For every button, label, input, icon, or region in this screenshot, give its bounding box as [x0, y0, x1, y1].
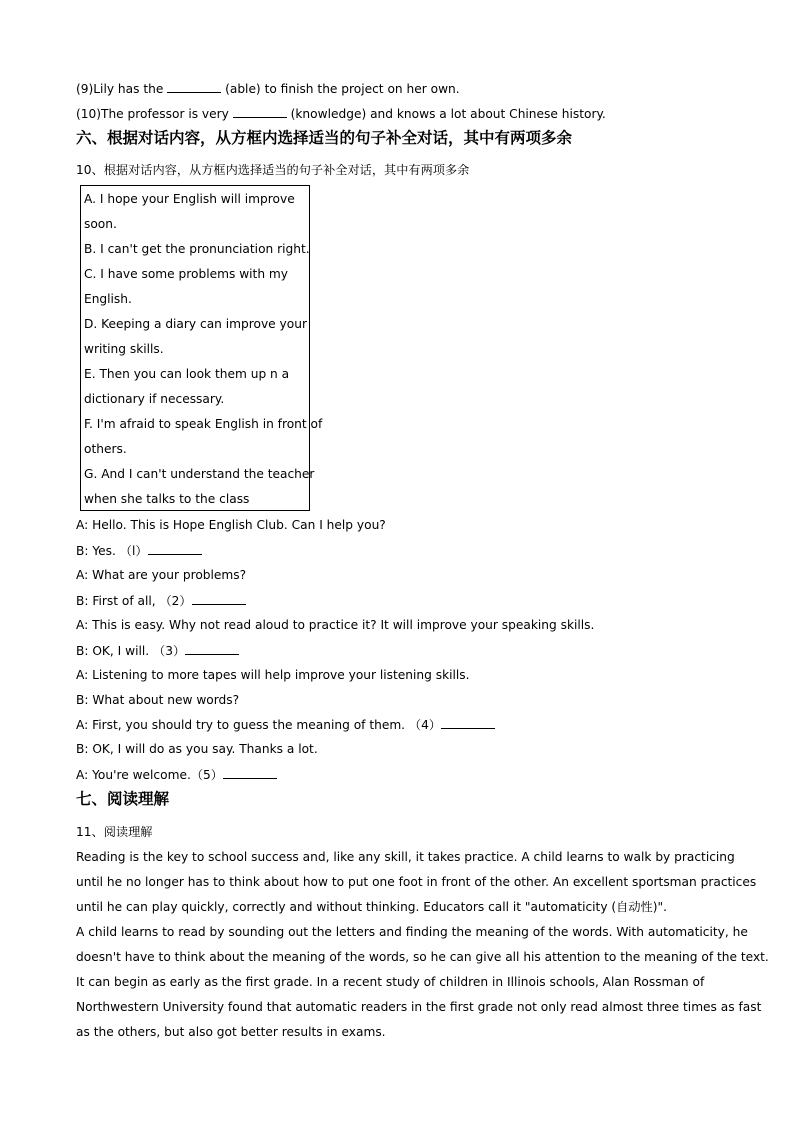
q9-blank[interactable]	[167, 80, 221, 93]
option-line: soon.	[84, 217, 117, 231]
option-line: when she talks to the class	[84, 492, 250, 506]
dialogue-text: A: You're welcome.（5）	[76, 768, 223, 782]
passage-line: as the others, but also got better results in exams.	[76, 1025, 386, 1039]
section-6-question-title: 10、根据对话内容，从方框内选择适当的句子补全对话，其中有两项多余	[76, 163, 470, 177]
dialogue-blank-4[interactable]	[441, 716, 495, 729]
dialogue-line	[76, 517, 386, 533]
q10-suffix: (knowledge) and knows a lot about Chinese history.	[286, 107, 606, 121]
passage-line: until he can play quickly, correctly and without thinking. Educators call it "automaticity (自动性)".	[76, 900, 667, 914]
dialogue-line	[76, 567, 246, 583]
dialogue-line	[76, 692, 239, 708]
dialogue-text: A: Listening to more tapes will help improve your listening skills.	[76, 668, 470, 682]
dialogue-text: B: What about new words?	[76, 693, 240, 707]
q9-prefix: (9)Lily has the	[76, 82, 168, 96]
dialogue-text: A: First, you should try to guess the meaning of them. （4）	[76, 718, 442, 732]
dialogue-text: A: This is easy. Why not read aloud to practice it? It will improve your speaking skills.	[76, 618, 595, 632]
option-line: dictionary if necessary.	[84, 392, 225, 406]
dialogue-text: B: Yes. （l）	[76, 544, 148, 558]
passage-line: It can begin as early as the first grade. In a recent study of children in Illinois schools, Alan Rossman of	[76, 975, 705, 989]
dialogue-line	[76, 741, 318, 757]
passage-line: Northwestern University found that automatic readers in the first grade not only read almost three times as fast	[76, 1000, 762, 1014]
option-line: writing skills.	[84, 342, 164, 356]
dialogue-line	[76, 592, 246, 609]
dialogue-blank-2[interactable]	[192, 592, 246, 605]
section-7-question-title: 11、阅读理解	[76, 825, 153, 839]
dialogue-text: A: Hello. This is Hope English Club. Can I help you?	[76, 518, 386, 532]
dialogue-blank-1[interactable]	[148, 542, 202, 555]
option-line: A. I hope your English will improve	[84, 192, 295, 206]
q9-suffix: (able) to finish the project on her own.	[221, 82, 460, 96]
option-line: G. And I can't understand the teacher	[84, 467, 315, 481]
q10-blank[interactable]	[233, 105, 287, 118]
dialogue-line	[76, 542, 202, 559]
dialogue-blank-5[interactable]	[223, 766, 277, 779]
section-7-heading: 七、阅读理解	[76, 790, 170, 808]
option-line: C. I have some problems with my	[84, 267, 289, 281]
dialogue-text: B: OK, I will. （3）	[76, 644, 186, 658]
passage-line: Reading is the key to school success and, like any skill, it takes practice. A child learns to walk by practicing	[76, 850, 735, 864]
question-9	[76, 80, 460, 97]
dialogue-blank-3[interactable]	[185, 642, 239, 655]
option-line: B. I can't get the pronunciation right.	[84, 242, 310, 256]
section-6-heading: 六、根据对话内容，从方框内选择适当的句子补全对话，其中有两项多余	[76, 129, 573, 147]
dialogue-text: B: First of all, （2）	[76, 594, 192, 608]
dialogue-text: A: What are your problems?	[76, 568, 247, 582]
dialogue-line	[76, 642, 239, 659]
passage-line: doesn't have to think about the meaning of the words, so he can give all his attention to the meaning of the text.	[76, 950, 769, 964]
dialogue-line	[76, 716, 495, 733]
option-line: English.	[84, 292, 132, 306]
dialogue-line	[76, 766, 277, 783]
option-line: others.	[84, 442, 127, 456]
dialogue-line	[76, 617, 594, 633]
passage-line: A child learns to read by sounding out the letters and finding the meaning of the words. With automaticity, he	[76, 925, 748, 939]
dialogue-line	[76, 667, 470, 683]
option-line: D. Keeping a diary can improve your	[84, 317, 307, 331]
option-line: E. Then you can look them up n a	[84, 367, 290, 381]
question-10	[76, 105, 606, 122]
option-line: F. I'm afraid to speak English in front of	[84, 417, 323, 431]
q10-prefix: (10)The professor is very	[76, 107, 233, 121]
options-box	[80, 185, 323, 511]
dialogue-text: B: OK, I will do as you say. Thanks a lot.	[76, 742, 318, 756]
passage-line: until he no longer has to think about how to put one foot in front of the other. An excellent sportsman practices	[76, 875, 757, 889]
